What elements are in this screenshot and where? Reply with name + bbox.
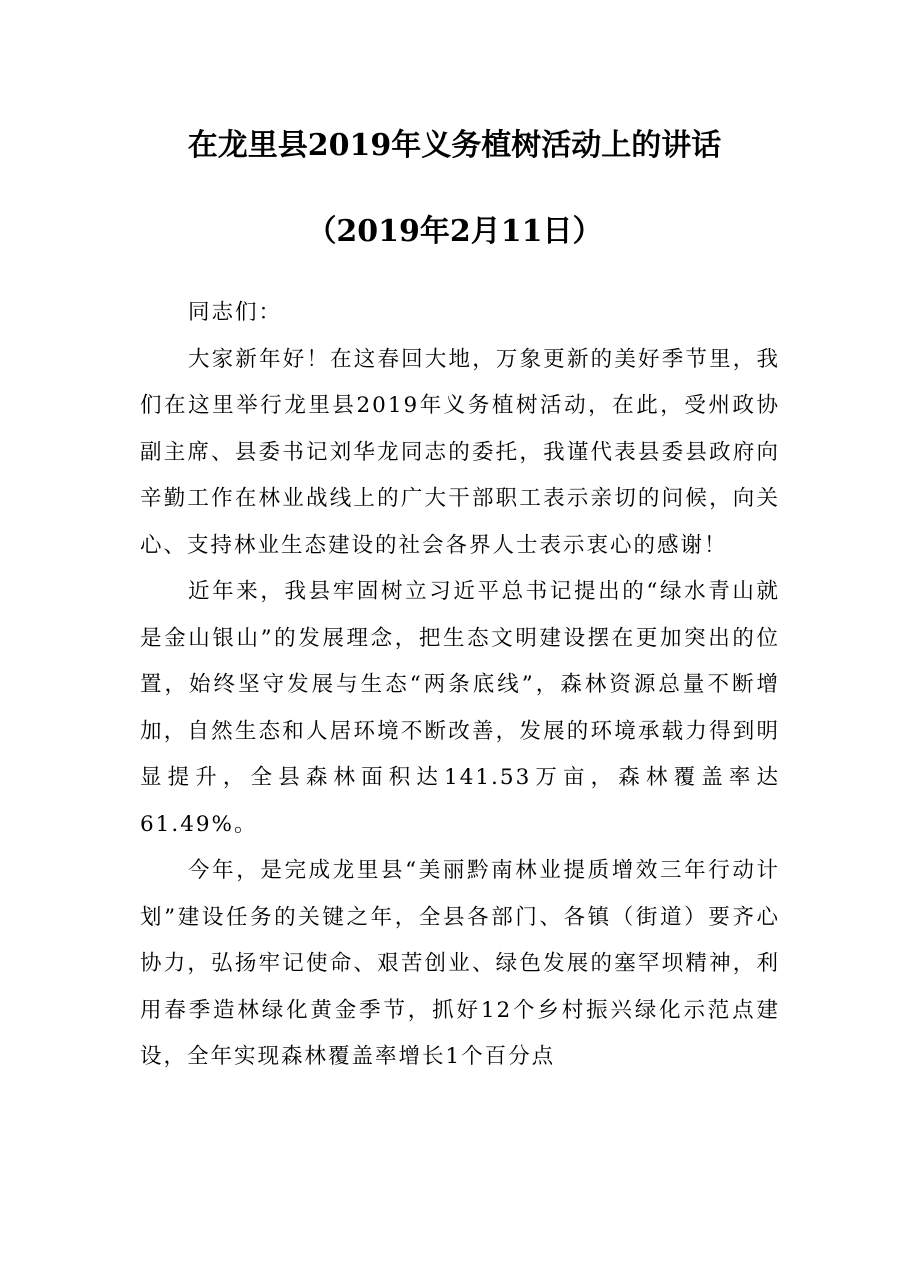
document-title: 在龙里县2019年义务植树活动上的讲话 xyxy=(187,128,722,163)
paragraph-3: 今年，是完成龙里县“美丽黔南林业提质增效三年行动计划”建设任务的关键之年，全县各部门、各镇（街道）要齐心协力，弘扬牢记使命、艰苦创业、绿色发展的塞罕坝精神，利用春季造林绿化黄金季节，抓好12个乡村振兴绿化示范点建设，全年实现森林覆盖率增长1个百分点 xyxy=(140,858,780,1069)
paragraph-2: 近年来，我县牢固树立习近平总书记提出的“绿水青山就是金山银山”的发展理念，把生态文明建设摆在更加突出的位置，始终坚守发展与生态“两条底线”，森林资源总量不断增加，自然生态和人居环境不断改善，发展的环境承载力得到明显提升，全县森林面积达141.53万亩，森林覆盖率达61.49%。 xyxy=(140,579,780,837)
document-body xyxy=(140,290,780,1081)
document-date: （2019年2月11日） xyxy=(306,214,603,249)
paragraph-1: 大家新年好！在这春回大地，万象更新的美好季节里，我们在这里举行龙里县2019年义务植树活动，在此，受州政协副主席、县委书记刘华龙同志的委托，我谨代表县委县政府向辛勤工作在林业战线上的广大干部职工表示亲切的问候，向关心、支持林业生态建设的社会各界人士表示衷心的感谢！ xyxy=(140,346,780,558)
salutation: 同志们： xyxy=(188,300,283,325)
